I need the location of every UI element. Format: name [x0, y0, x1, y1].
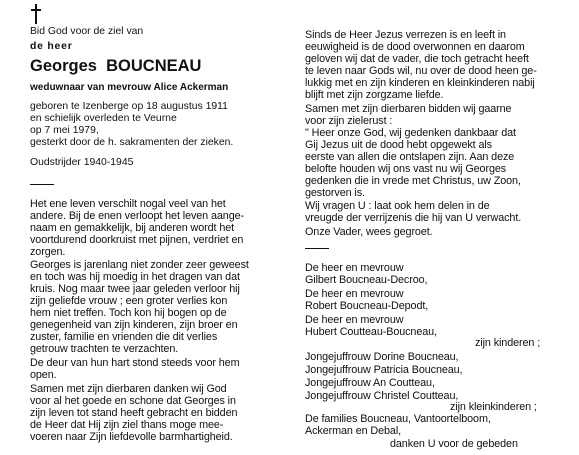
widower-line: weduwnaar van mevrouw Alice Ackerman [30, 82, 229, 93]
first-name: Georges [30, 57, 97, 75]
text-line: de Heer dat Hij zijn ziel thans moge mee- [30, 419, 224, 431]
family-line: De heer en mevrouw [305, 262, 404, 274]
deceased-name [30, 57, 201, 75]
prayer-line: Bid God voor de ziel van [30, 26, 144, 37]
text-line: Georges is jarenlang niet zonder zeer geweest [30, 259, 249, 271]
text-line: te leven naar Gods wil, nu over de dood heen ge- [305, 65, 537, 77]
text-line: voeren naar Zijn liefdevolle barmhartigheid. [30, 431, 233, 443]
text-line: zijn leven tot stand heeft gebracht en bidden [30, 407, 238, 419]
text-line: hem niet treffen. Toch kon hij bogen op de [30, 307, 227, 319]
bio-line: op 7 mei 1979, [30, 125, 99, 136]
text-line: Gij Jezus uit de dood hebt opgewekt als [305, 139, 492, 151]
grandchild-line: Jongejuffrouw Dorine Boucneau, [305, 351, 459, 363]
closing-prayer: Onze Vader, wees gegroet. [305, 226, 433, 238]
grandchild-line: Jongejuffrouw Patricia Boucneau, [305, 364, 463, 376]
text-line: blijft met zijn zorgzame liefde. [305, 89, 444, 101]
families-line: Ackerman en Debal, [305, 425, 402, 437]
text-line: vreugde der verrijzenis die hij van U verwacht. [305, 212, 522, 224]
children-label: zijn kinderen ; [475, 337, 541, 349]
grandchildren-label: zijn kleinkinderen ; [450, 401, 537, 413]
veteran-line: Oudstrijder 1940-1945 [30, 157, 134, 168]
text-line: en toch was hij moedig in het dragen van dat [30, 271, 240, 283]
text-line: kruis. Nog maar twee jaar geleden verloor hij [30, 283, 240, 295]
divider [30, 184, 54, 185]
last-name: BOUCNEAU [106, 57, 202, 75]
text-line: lukkig met en zijn kinderen en kleinkinderen nabij [305, 77, 535, 89]
grandchild-line: Jongejuffrouw An Coutteau, [305, 377, 435, 389]
thanks-line: danken U voor de gebeden [390, 438, 518, 450]
text-line: zorgen. [30, 246, 66, 258]
text-line: Samen met zijn dierbaren danken wij God [30, 383, 227, 395]
text-line: zuster, familie en vrienden die dit verlies [30, 331, 218, 343]
text-line: voortdurend doorkruist met pijnen, verdriet en [30, 234, 244, 246]
text-line: Sinds de Heer Jezus verrezen is en leeft in [305, 29, 506, 41]
text-line: geloven wij dat de vader, die toch getracht heeft [305, 53, 529, 65]
text-line: voor al het goede en schone dat Georges in [30, 395, 236, 407]
grandchild-line: Jongejuffrouw Christel Coutteau, [305, 390, 459, 402]
text-line: " Heer onze God, wij gedenken dankbaar dat [305, 127, 516, 139]
text-line: De deur van hun hart stond steeds voor hem [30, 357, 240, 369]
text-line: belofte houden wij ons vast nu wij Georges [305, 163, 507, 175]
text-line: Het ene leven verschilt nogal veel van het [30, 198, 226, 210]
text-line: gestorven is. [305, 187, 365, 199]
text-line: voor zijn zielerust : [305, 115, 393, 127]
family-line: Robert Boucneau-Depodt, [305, 300, 429, 312]
text-line: genegenheid van zijn kinderen, zijn broer en [30, 319, 238, 331]
honorific: de heer [30, 41, 73, 52]
text-line: naam en gemakkelijk, bij anderen wordt het [30, 222, 235, 234]
family-line: Hubert Coutteau-Boucneau, [305, 326, 437, 338]
bio-line: en schielijk overleden te Veurne [30, 113, 177, 124]
bio-line: gesterkt door de h. sakramenten der zieken. [30, 137, 234, 148]
family-line: Gilbert Boucneau-Decroo, [305, 274, 428, 286]
text-line: open. [30, 369, 57, 381]
text-line: andere. Bij de enen verloopt het leven aange- [30, 210, 244, 222]
text-line: Samen met zijn dierbaren bidden wij gaarne [305, 103, 512, 115]
text-line: Wij vragen U : laat ook hem delen in de [305, 200, 490, 212]
divider [305, 248, 329, 249]
latin-cross-icon [30, 4, 42, 24]
family-line: De heer en mevrouw [305, 314, 404, 326]
text-line: zijn geliefde vrouw ; een groter verlies kon [30, 295, 228, 307]
text-line: eerste van allen die ontslapen zijn. Aan deze [305, 151, 515, 163]
bio-line: geboren te Izenberge op 18 augustus 1911 [30, 101, 228, 112]
text-line: gedenken die in vrede met Christus, uw Zoon, [305, 175, 521, 187]
text-line: getrouw trachten te verzachten. [30, 343, 179, 355]
families-line: De families Boucneau, Vantoortelboom, [305, 413, 491, 425]
text-line: eeuwigheid is de dood overwonnen en daarom [305, 41, 525, 53]
family-line: De heer en mevrouw [305, 288, 404, 300]
